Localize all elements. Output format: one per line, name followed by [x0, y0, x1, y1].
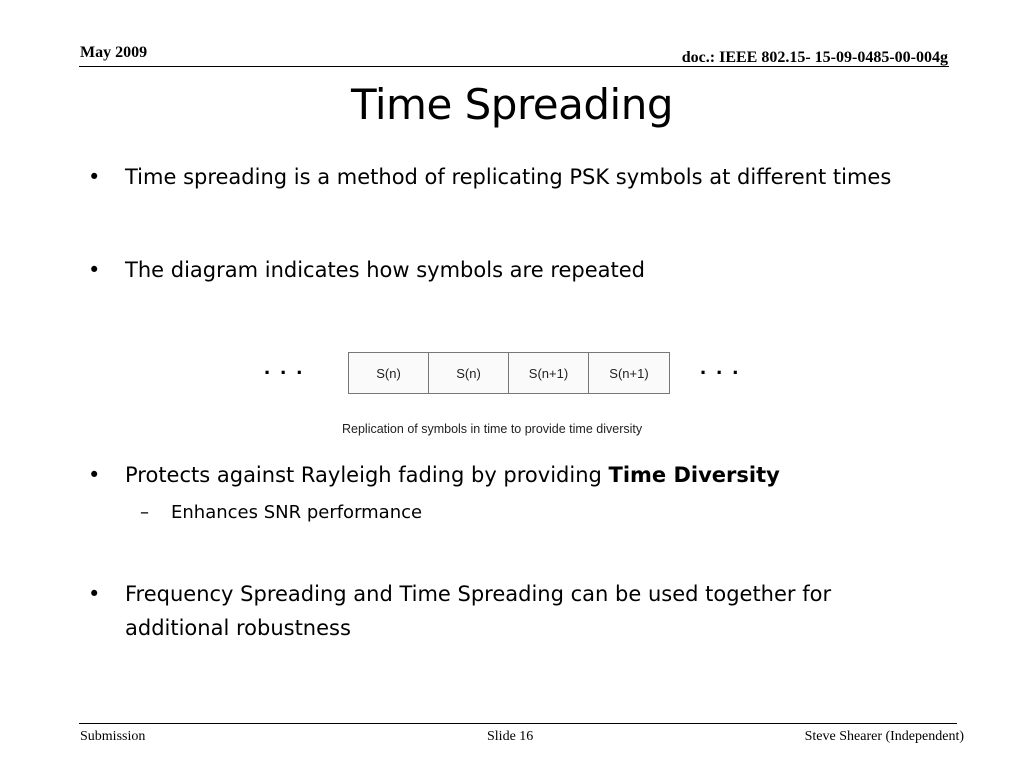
ellipsis-left: ...: [264, 354, 313, 379]
bullet-text: Frequency Spreading and Time Spreading can be used together for additional robustness: [125, 582, 832, 640]
symbol-cell: S(n+1): [509, 353, 589, 393]
symbol-cell: S(n): [349, 353, 429, 393]
bullet-item: [88, 253, 918, 287]
sub-bullet-mark: –: [140, 502, 149, 523]
bullet-text-bold: Time Diversity: [608, 463, 780, 487]
header-doc-id: doc.: IEEE 802.15- 15-09-0485-00-004g: [681, 49, 948, 66]
footer-author: Steve Shearer (Independent): [804, 729, 964, 744]
slide-title: Time Spreading: [351, 80, 673, 129]
symbol-cell: S(n): [429, 353, 509, 393]
bullet-text-regular: Protects against Rayleigh fading by providing: [125, 463, 609, 487]
bullet-text: Time spreading is a method of replicating PSK symbols at different times: [125, 165, 892, 189]
bullet-mark: •: [88, 582, 101, 606]
ellipsis-right: ...: [700, 354, 749, 379]
bullet-mark: •: [88, 463, 101, 487]
bullet-mark: •: [88, 258, 101, 282]
footer-divider: [79, 723, 957, 724]
sub-bullet-text: Enhances SNR performance: [171, 502, 423, 523]
footer-slide-number: Slide 16: [487, 729, 534, 744]
bullet-item: [88, 458, 918, 492]
bullet-text: [125, 458, 918, 492]
sub-bullet-item: [140, 499, 920, 527]
header-divider: [79, 66, 949, 67]
bullet-mark: •: [88, 165, 101, 189]
symbol-cells: [348, 352, 670, 394]
bullet-item: [88, 160, 918, 194]
header-date: May 2009: [80, 44, 148, 61]
bullet-item: [88, 577, 918, 645]
footer-submission: Submission: [80, 729, 146, 744]
symbol-repetition-diagram: [250, 342, 790, 442]
bullet-text: The diagram indicates how symbols are repeated: [125, 258, 646, 282]
symbol-cell: S(n+1): [589, 353, 669, 393]
diagram-caption: Replication of symbols in time to provide time diversity: [342, 422, 643, 436]
